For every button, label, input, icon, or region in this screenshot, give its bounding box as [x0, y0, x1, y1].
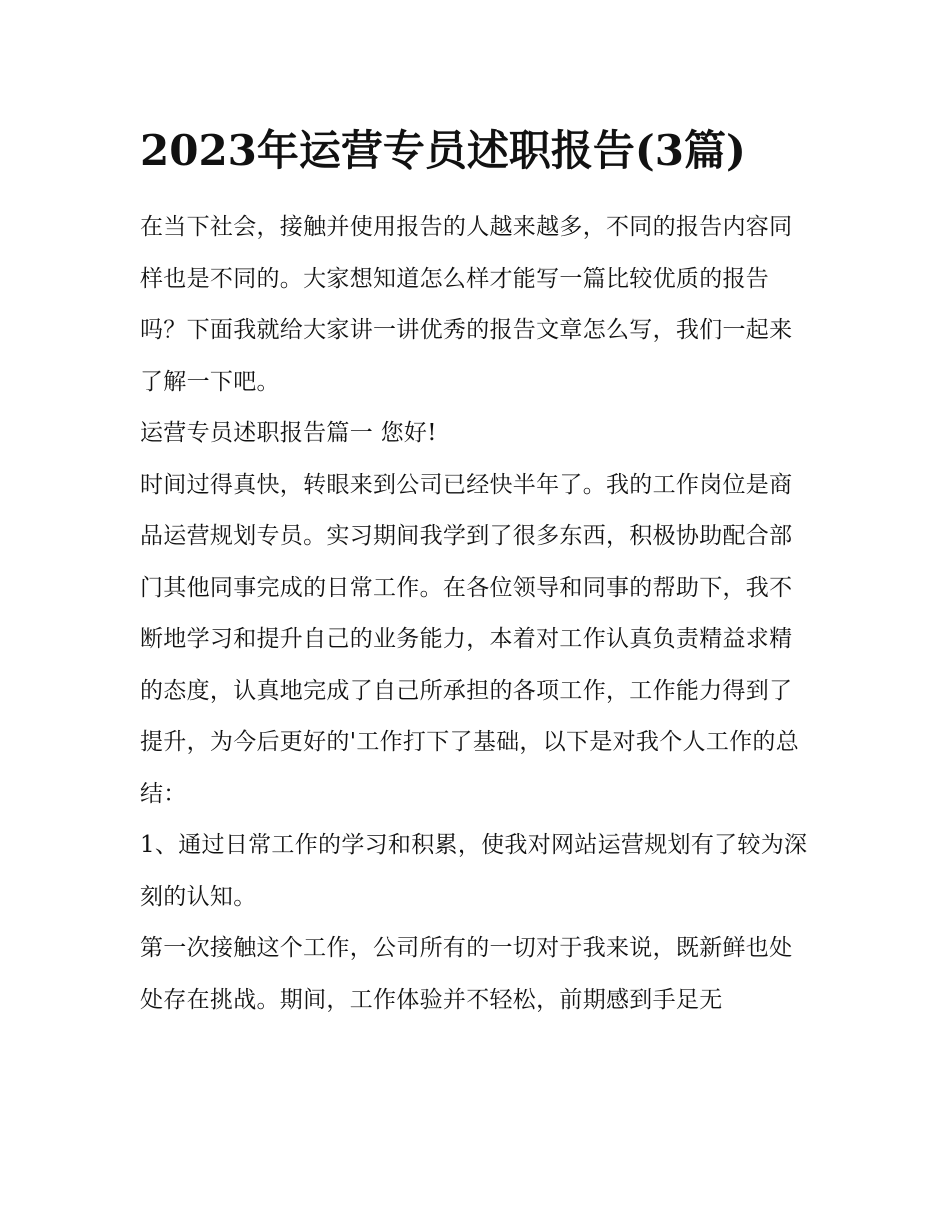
- paragraph-point-1: 1、通过日常工作的学习和积累，使我对网站运营规划有了较为深刻的认知。: [140, 832, 808, 910]
- paragraph-intro: 在当下社会，接触并使用报告的人越来越多，不同的报告内容同样也是不同的。大家想知道怎么样才能写一篇比较优质的报告吗？下面我就给大家讲一讲优秀的报告文章怎么写，我们一起来了解一下吧。: [140, 214, 793, 395]
- paragraph-body-2: 第一次接触这个工作，公司所有的一切对于我来说，既新鲜也处处存在挑战。期间，工作体验并不轻松，前期感到手足无: [140, 935, 793, 1013]
- paragraph-section-heading: 运营专员述职报告篇一 您好!: [140, 420, 437, 446]
- document-body: [140, 118, 815, 1026]
- document-title: 2023年运营专员述职报告(3篇): [140, 126, 746, 175]
- paragraph-body-1: 时间过得真快，转眼来到公司已经快半年了。我的工作岗位是商品运营规划专员。实习期间我学到了很多东西，积极协助配合部门其他同事完成的日常工作。在各位领导和同事的帮助下，我不断地学习和提升自己的业务能力，本着对工作认真负责精益求精的态度，认真地完成了自己所承担的各项工作，工作能力得到了提升，为今后更好的'工作打下了基础，以下是对我个人工作的总结：: [140, 471, 800, 807]
